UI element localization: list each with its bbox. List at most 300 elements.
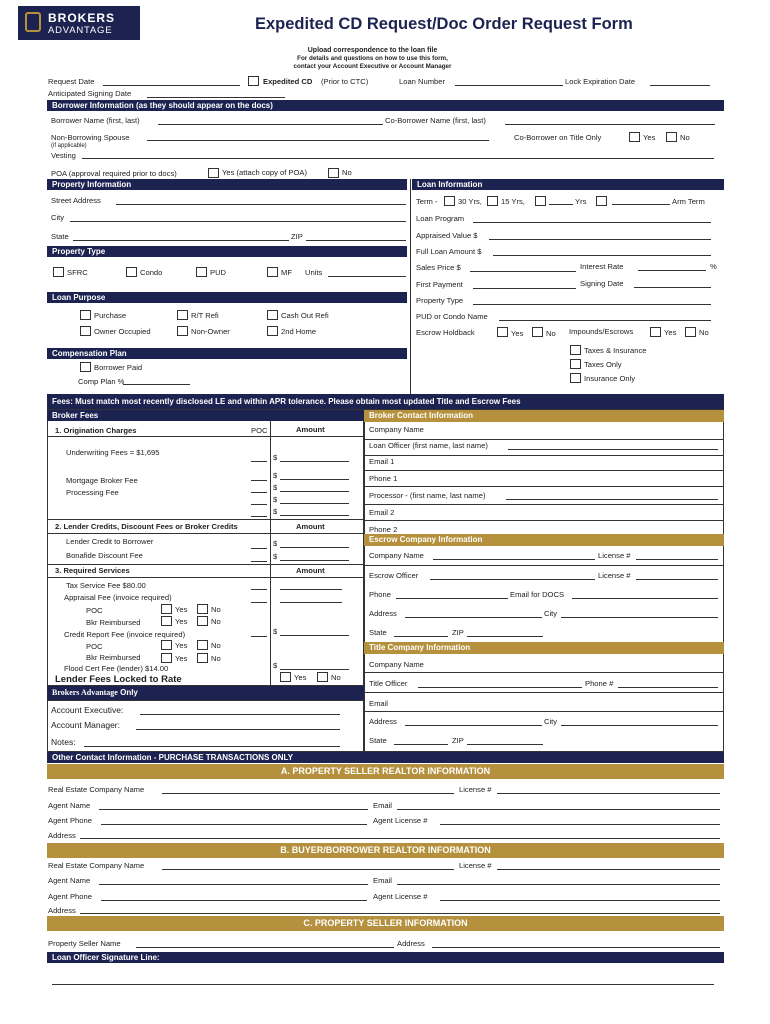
zip-field[interactable]	[306, 240, 406, 241]
a-email-field[interactable]	[397, 809, 720, 810]
logo-mark-icon	[25, 12, 41, 32]
holdback-no-label: No	[546, 329, 556, 338]
b-agent-name-field[interactable]	[99, 884, 368, 885]
first-payment-label: First Payment	[416, 280, 463, 289]
pud-label: PUD	[210, 268, 227, 277]
a-address-field[interactable]	[80, 838, 720, 839]
title-city-field[interactable]	[561, 725, 718, 726]
a-agent-license-field[interactable]	[440, 824, 720, 825]
row-divider	[47, 519, 364, 520]
appraisal-poc-no-checkbox[interactable]	[197, 604, 208, 614]
credit-poc-field[interactable]	[251, 636, 267, 637]
comp-plan-label: Comp Plan %	[78, 377, 125, 386]
title-address-field[interactable]	[405, 725, 542, 726]
column-divider	[410, 179, 411, 394]
credit-bkr-yes-checkbox[interactable]	[161, 653, 172, 663]
processing-fee-label: Processing Fee	[66, 488, 119, 497]
title-officer-field[interactable]	[418, 687, 582, 688]
fee-dollar: $	[273, 507, 278, 516]
poa-no-label: No	[342, 168, 352, 177]
escrow-license-label: License #	[598, 551, 631, 560]
escrow-company-label: Company Name	[369, 551, 424, 560]
term-yrs-label: Yrs	[575, 197, 587, 206]
a-license-label: License #	[459, 785, 492, 794]
credit-bkr-label: Bkr Reimbursed	[86, 653, 141, 662]
taxes-only-label: Taxes Only	[584, 360, 622, 369]
request-date-field[interactable]	[103, 85, 240, 86]
escrow-email-label: Email for DOCS	[510, 590, 565, 599]
locked-yes-checkbox[interactable]	[280, 672, 291, 682]
c-seller-name-label: Property Seller Name	[48, 939, 121, 948]
vesting-label: Vesting	[51, 151, 76, 160]
property-type-header: Property Type	[47, 246, 407, 257]
loan-program-label: Loan Program	[416, 214, 465, 223]
signature-field[interactable]	[52, 984, 714, 985]
underwriting-dollar: $	[273, 453, 278, 462]
b-license-label: License #	[459, 861, 492, 870]
appraisal-poc-no-label: No	[211, 605, 221, 614]
email2-label: Email 2	[369, 508, 395, 517]
escrow-address-label: Address	[369, 609, 397, 618]
row-divider	[364, 692, 724, 693]
row-divider	[47, 564, 364, 565]
b-address-field[interactable]	[80, 913, 720, 914]
appraisal-bkr-label: Bkr Reimbursed	[86, 618, 141, 627]
c-address-field[interactable]	[432, 947, 720, 948]
notes-field[interactable]	[84, 746, 340, 747]
percent-sign: %	[710, 262, 717, 271]
borrower-paid-label: Borrower Paid	[94, 363, 143, 372]
arm-term-label: Arm Term	[672, 197, 705, 206]
if-applicable-note: (if applicable)	[51, 143, 87, 149]
loan-officer-label: Loan Officer (first name, last name)	[369, 441, 488, 450]
phone2-label: Phone 2	[369, 525, 398, 534]
title-address-label: Address	[369, 717, 397, 726]
borrower-name-field[interactable]	[158, 124, 383, 125]
signing-date-field[interactable]	[147, 97, 285, 98]
broker-contact-header: Broker Contact Information	[364, 410, 724, 422]
c-address-label: Address	[397, 939, 425, 948]
loan-number-label: Loan Number	[399, 77, 446, 86]
required-services-label: 3. Required Services	[55, 566, 130, 575]
state-field[interactable]	[73, 240, 289, 241]
property-type-loan-label: Property Type	[416, 296, 464, 305]
credit-poc-no-checkbox[interactable]	[197, 640, 208, 650]
bao-title: Brokers Advantage	[52, 688, 118, 697]
row-divider	[47, 533, 364, 534]
bonafide-dollar: $	[273, 552, 278, 561]
coborrower-name-field[interactable]	[505, 124, 715, 125]
owner-occupied-label: Owner Occupied	[94, 327, 151, 336]
rt-refi-checkbox[interactable]	[177, 310, 188, 320]
street-address-field[interactable]	[116, 204, 406, 205]
units-label: Units	[305, 268, 323, 277]
lender-credit-dollar: $	[273, 539, 278, 548]
processor-label: Processor - (first name, last name)	[369, 491, 486, 500]
mf-label: MF	[281, 268, 292, 277]
impounds-no-label: No	[699, 328, 709, 337]
row-divider	[364, 520, 724, 521]
coborrower-title-only-label: Co-Borrower on Title Only	[514, 133, 602, 142]
brokers-advantage-logo	[18, 6, 140, 40]
lender-credit-poc-field[interactable]	[251, 548, 267, 549]
flood-cert-fee-label: Flood Cert Fee (lender) $14.00	[64, 664, 169, 673]
sfrc-checkbox[interactable]	[53, 267, 64, 277]
title-officer-label: Title Officer	[369, 679, 408, 688]
sfrc-label: SFRC	[67, 268, 88, 277]
units-field[interactable]	[328, 276, 406, 277]
section-c-header: C. PROPERTY SELLER INFORMATION	[47, 916, 724, 931]
b-re-company-label: Real Estate Company Name	[48, 861, 145, 870]
signature-header: Loan Officer Signature Line:	[47, 952, 724, 963]
account-executive-field[interactable]	[140, 714, 340, 715]
logo-line1: BROKERS	[48, 11, 116, 25]
credit-poc-no-label: No	[211, 641, 221, 650]
taxes-only-checkbox[interactable]	[570, 359, 581, 369]
escrow-zip-label: ZIP	[452, 628, 464, 637]
contact-company-label: Company Name	[369, 425, 424, 434]
appraisal-poc-yes-label: Yes	[175, 605, 188, 614]
state-label: State	[51, 232, 69, 241]
holdback-yes-label: Yes	[511, 329, 524, 338]
appraisal-fee-label: Appraisal Fee (invoice required)	[64, 593, 172, 602]
loan-info-header: Loan Information	[412, 179, 724, 190]
row-divider	[364, 486, 724, 487]
purchase-checkbox[interactable]	[80, 310, 91, 320]
insurance-only-label: Insurance Only	[584, 374, 636, 383]
row-divider	[364, 504, 724, 505]
comp-plan-field[interactable]	[123, 384, 190, 385]
term-other-field[interactable]	[549, 204, 573, 205]
appraisal-amount-field[interactable]	[280, 602, 342, 603]
credit-dollar: $	[273, 627, 278, 636]
condo-checkbox[interactable]	[126, 267, 137, 277]
b-agent-license-field[interactable]	[440, 900, 720, 901]
title-zip-label: ZIP	[452, 736, 464, 745]
fee-poc-field[interactable]	[251, 480, 267, 481]
loan-program-field[interactable]	[473, 222, 711, 223]
compensation-plan-header: Compensation Plan	[47, 348, 407, 359]
interest-rate-label: Interest Rate	[580, 262, 624, 271]
fee-amount-field[interactable]	[280, 491, 349, 492]
condo-label: Condo	[140, 268, 163, 277]
processor-field[interactable]	[506, 499, 718, 500]
escrow-officer-license-label: License #	[598, 571, 631, 580]
a-agent-phone-label: Agent Phone	[48, 816, 92, 825]
escrow-phone-field[interactable]	[396, 598, 508, 599]
tax-poc-field[interactable]	[251, 589, 267, 590]
vesting-field[interactable]	[82, 158, 714, 159]
poa-label: POA (approval required prior to docs)	[51, 169, 177, 178]
impounds-yes-label: Yes	[664, 328, 677, 337]
a-agent-phone-field[interactable]	[101, 824, 367, 825]
mf-checkbox[interactable]	[267, 267, 278, 277]
taxes-insurance-checkbox[interactable]	[570, 345, 581, 355]
escrow-company-header: Escrow Company Information	[364, 534, 724, 546]
title-only-no-checkbox[interactable]	[666, 132, 677, 142]
flood-amount-field[interactable]	[280, 669, 349, 670]
appraised-value-field[interactable]	[489, 239, 711, 240]
right-contact-box	[364, 409, 724, 752]
a-license-field[interactable]	[497, 793, 720, 794]
fee-dollar: $	[273, 471, 278, 480]
amount-column-label-3: Amount	[296, 566, 325, 575]
b-agent-phone-field[interactable]	[101, 900, 367, 901]
credit-poc-label: POC	[86, 642, 103, 651]
bonafide-poc-field[interactable]	[251, 561, 267, 562]
lender-fees-locked-label: Lender Fees Locked to Rate	[55, 674, 182, 685]
street-address-label: Street Address	[51, 196, 101, 205]
title-only-yes-checkbox[interactable]	[629, 132, 640, 142]
row-divider	[364, 470, 724, 471]
taxes-insurance-label: Taxes & Insurance	[584, 346, 647, 355]
title-zip-field[interactable]	[467, 744, 543, 745]
appraisal-bkr-no-label: No	[211, 617, 221, 626]
bonafide-amount-field[interactable]	[280, 560, 349, 561]
row-divider	[364, 711, 724, 712]
full-loan-amount-label: Full Loan Amount $	[416, 247, 482, 256]
appraisal-poc-label: POC	[86, 606, 103, 615]
coborrower-name-label: Co-Borrower Name (first, last)	[385, 116, 486, 125]
notes-label: Notes:	[51, 737, 76, 747]
escrow-company-field[interactable]	[433, 559, 595, 560]
impounds-yes-checkbox[interactable]	[650, 327, 661, 337]
b-agent-phone-label: Agent Phone	[48, 892, 92, 901]
credit-bkr-no-label: No	[211, 654, 221, 663]
a-email-label: Email	[373, 801, 392, 810]
appraisal-bkr-no-checkbox[interactable]	[197, 616, 208, 626]
fees-banner: Fees: Must match most recently disclosed LE and within APR tolerance. Please obtain most updated Title and Escrow Fees	[47, 394, 724, 409]
b-email-label: Email	[373, 876, 392, 885]
poc-column-divider	[270, 420, 271, 686]
account-manager-field[interactable]	[136, 729, 340, 730]
fee-amount-field[interactable]	[280, 503, 349, 504]
arm-term-field[interactable]	[612, 204, 670, 205]
a-agent-name-label: Agent Name	[48, 801, 91, 810]
pud-condo-name-label: PUD or Condo Name	[416, 312, 488, 321]
appraisal-poc-field[interactable]	[251, 602, 267, 603]
non-owner-label: Non-Owner	[191, 327, 230, 336]
appraisal-poc-yes-checkbox[interactable]	[161, 604, 172, 614]
amount-column-label-1: Amount	[296, 425, 325, 434]
sales-price-field[interactable]	[470, 271, 576, 272]
credit-poc-yes-checkbox[interactable]	[161, 640, 172, 650]
appraisal-bkr-yes-checkbox[interactable]	[161, 616, 172, 626]
b-agent-license-label: Agent License #	[373, 892, 428, 901]
expedited-cd-label: Expedited CD	[263, 77, 313, 86]
insurance-only-checkbox[interactable]	[570, 373, 581, 383]
cash-out-label: Cash Out Refi	[281, 311, 329, 320]
city-label: City	[51, 213, 65, 222]
poa-no-checkbox[interactable]	[328, 168, 339, 178]
fee-amount-field[interactable]	[280, 515, 349, 516]
term-30-label: 30 Yrs,	[458, 197, 482, 206]
credit-amount-field[interactable]	[280, 635, 349, 636]
tax-amount-field[interactable]	[280, 589, 342, 590]
title-city-label: City	[544, 717, 558, 726]
first-payment-field[interactable]	[473, 288, 576, 289]
term-label: Term -	[416, 197, 438, 206]
borrower-paid-checkbox[interactable]	[80, 362, 91, 372]
impounds-label: Impounds/Escrows	[569, 327, 634, 336]
pud-condo-name-field[interactable]	[499, 320, 711, 321]
purchase-label: Purchase	[94, 311, 127, 320]
escrow-city-label: City	[544, 609, 558, 618]
logo-line2: ADVANTAGE	[48, 25, 113, 36]
borrower-info-header: Borrower Information (as they should appear on the docs)	[47, 100, 724, 111]
row-divider	[47, 577, 364, 578]
c-seller-name-field[interactable]	[136, 947, 394, 948]
b-agent-name-label: Agent Name	[48, 876, 91, 885]
lender-credit-label: Lender Credit to Borrower	[66, 537, 154, 546]
escrow-license-field[interactable]	[636, 559, 718, 560]
property-info-header: Property Information	[47, 179, 407, 190]
term-15-checkbox[interactable]	[487, 196, 498, 206]
lock-expiration-field[interactable]	[650, 85, 710, 86]
escrow-address-field[interactable]	[405, 617, 542, 618]
b-license-field[interactable]	[497, 869, 720, 870]
mortgage-broker-fee-label: Mortgage Broker Fee	[66, 476, 138, 485]
loan-purpose-header: Loan Purpose	[47, 292, 407, 303]
non-borrowing-spouse-label: Non-Borrowing Spouse	[51, 133, 130, 142]
borrower-name-label: Borrower Name (first, last)	[51, 116, 140, 125]
row-divider	[364, 439, 724, 440]
row-divider	[364, 455, 724, 456]
fee-dollar: $	[273, 495, 278, 504]
non-borrowing-spouse-field[interactable]	[147, 140, 489, 141]
zip-label: ZIP	[291, 232, 303, 241]
cash-out-checkbox[interactable]	[267, 310, 278, 320]
underwriting-poc-field[interactable]	[251, 461, 267, 462]
title-phone-label: Phone #	[585, 679, 614, 688]
escrow-phone-label: Phone	[369, 590, 391, 599]
b-address-label: Address	[48, 906, 76, 915]
title-only-yes-label: Yes	[643, 133, 656, 142]
poa-yes-label: Yes (attach copy of POA)	[222, 168, 307, 177]
escrow-officer-license-field[interactable]	[636, 579, 718, 580]
locked-yes-label: Yes	[294, 673, 307, 682]
pud-checkbox[interactable]	[196, 267, 207, 277]
upload-note: Upload correspondence to the loan file For details and questions on how to use this form, contact your Account Executive or Account Manager	[293, 47, 452, 70]
lender-credit-amount-field[interactable]	[280, 547, 349, 548]
appraised-value-label: Appraised Value $	[416, 231, 478, 240]
escrow-officer-field[interactable]	[430, 579, 595, 580]
lender-credits-label: 2. Lender Credits, Discount Fees or Broker Credits	[55, 522, 238, 531]
credit-bkr-no-checkbox[interactable]	[197, 653, 208, 663]
row-divider	[364, 672, 724, 673]
amount-column-label-2: Amount	[296, 522, 325, 531]
underwriting-amount-field[interactable]	[280, 461, 349, 462]
loan-number-field[interactable]	[455, 85, 563, 86]
non-owner-checkbox[interactable]	[177, 326, 188, 336]
title-state-field[interactable]	[394, 744, 448, 745]
title-company-header: Title Company Information	[364, 642, 724, 654]
tax-service-fee-label: Tax Service Fee $80.00	[66, 581, 146, 590]
fee-amount-field[interactable]	[280, 479, 349, 480]
a-agent-name-field[interactable]	[99, 809, 368, 810]
signing-date-label: Anticipated Signing Date	[48, 89, 132, 98]
term-other-checkbox[interactable]	[535, 196, 546, 206]
a-address-label: Address	[48, 831, 76, 840]
term-30-checkbox[interactable]	[444, 196, 455, 206]
lock-expiration-label: Lock Expiration Date	[565, 77, 636, 86]
section-b-header: B. BUYER/BORROWER REALTOR INFORMATION	[47, 843, 724, 858]
title-phone-field[interactable]	[618, 687, 718, 688]
fee-poc-field[interactable]	[251, 492, 267, 493]
fee-dollar: $	[273, 483, 278, 492]
signing-date-loan-field[interactable]	[634, 287, 711, 288]
term-15-label: 15 Yrs,	[501, 197, 525, 206]
fee-poc-field[interactable]	[251, 516, 267, 517]
b-email-field[interactable]	[397, 884, 720, 885]
row-divider	[47, 436, 364, 437]
title-email-label: Email	[369, 699, 388, 708]
expedited-cd-checkbox[interactable]	[248, 76, 259, 86]
escrow-officer-label: Escrow Officer	[369, 571, 419, 580]
a-agent-license-label: Agent License #	[373, 816, 428, 825]
escrow-holdback-label: Escrow Holdback	[416, 328, 475, 337]
title-company-label: Company Name	[369, 660, 424, 669]
escrow-email-field[interactable]	[572, 598, 718, 599]
locked-no-label: No	[331, 673, 341, 682]
escrow-zip-field[interactable]	[467, 636, 543, 637]
email1-label: Email 1	[369, 457, 395, 466]
account-executive-label: Account Executive:	[51, 705, 124, 715]
escrow-city-field[interactable]	[561, 617, 718, 618]
a-re-company-field[interactable]	[162, 793, 454, 794]
sales-price-label: Sales Price $	[416, 263, 461, 272]
a-re-company-label: Real Estate Company Name	[48, 785, 145, 794]
request-date-label: Request Date	[48, 77, 95, 86]
locked-no-checkbox[interactable]	[317, 672, 328, 682]
credit-bkr-yes-label: Yes	[175, 654, 188, 663]
second-home-label: 2nd Home	[281, 327, 317, 336]
title-state-label: State	[369, 736, 387, 745]
credit-poc-yes-label: Yes	[175, 641, 188, 650]
impounds-no-checkbox[interactable]	[685, 327, 696, 337]
page-title: Expedited CD Request/Doc Order Request Form	[255, 15, 633, 33]
broker-fees-header: Broker Fees	[47, 410, 364, 421]
b-re-company-field[interactable]	[162, 869, 454, 870]
expedited-prior-label: (Prior to CTC)	[321, 77, 369, 86]
row-divider	[364, 565, 724, 566]
loan-officer-field[interactable]	[508, 449, 718, 450]
interest-rate-field[interactable]	[638, 270, 706, 271]
second-home-checkbox[interactable]	[267, 326, 278, 336]
property-type-loan-field[interactable]	[473, 304, 711, 305]
full-loan-amount-field[interactable]	[493, 255, 711, 256]
title-only-no-label: No	[680, 133, 690, 142]
other-contact-header: Other Contact Information - PURCHASE TRANSACTIONS ONLY	[47, 752, 724, 763]
escrow-state-label: State	[369, 628, 387, 637]
flood-dollar: $	[273, 661, 278, 670]
owner-occupied-checkbox[interactable]	[80, 326, 91, 336]
signing-date-loan-label: Signing Date	[580, 279, 624, 288]
holdback-no-checkbox[interactable]	[532, 327, 543, 337]
brokers-advantage-only-header	[47, 686, 364, 700]
holdback-yes-checkbox[interactable]	[497, 327, 508, 337]
credit-report-fee-label: Credit Report Fee (invoice required)	[64, 630, 186, 639]
fee-poc-field[interactable]	[251, 504, 267, 505]
rt-refi-label: R/T Refi	[191, 311, 219, 320]
poa-yes-checkbox[interactable]	[208, 168, 219, 178]
city-field[interactable]	[70, 221, 406, 222]
appraisal-bkr-yes-label: Yes	[175, 617, 188, 626]
phone1-label: Phone 1	[369, 474, 398, 483]
arm-checkbox[interactable]	[596, 196, 607, 206]
escrow-state-field[interactable]	[394, 636, 448, 637]
bonafide-discount-label: Bonafide Discount Fee	[66, 551, 143, 560]
